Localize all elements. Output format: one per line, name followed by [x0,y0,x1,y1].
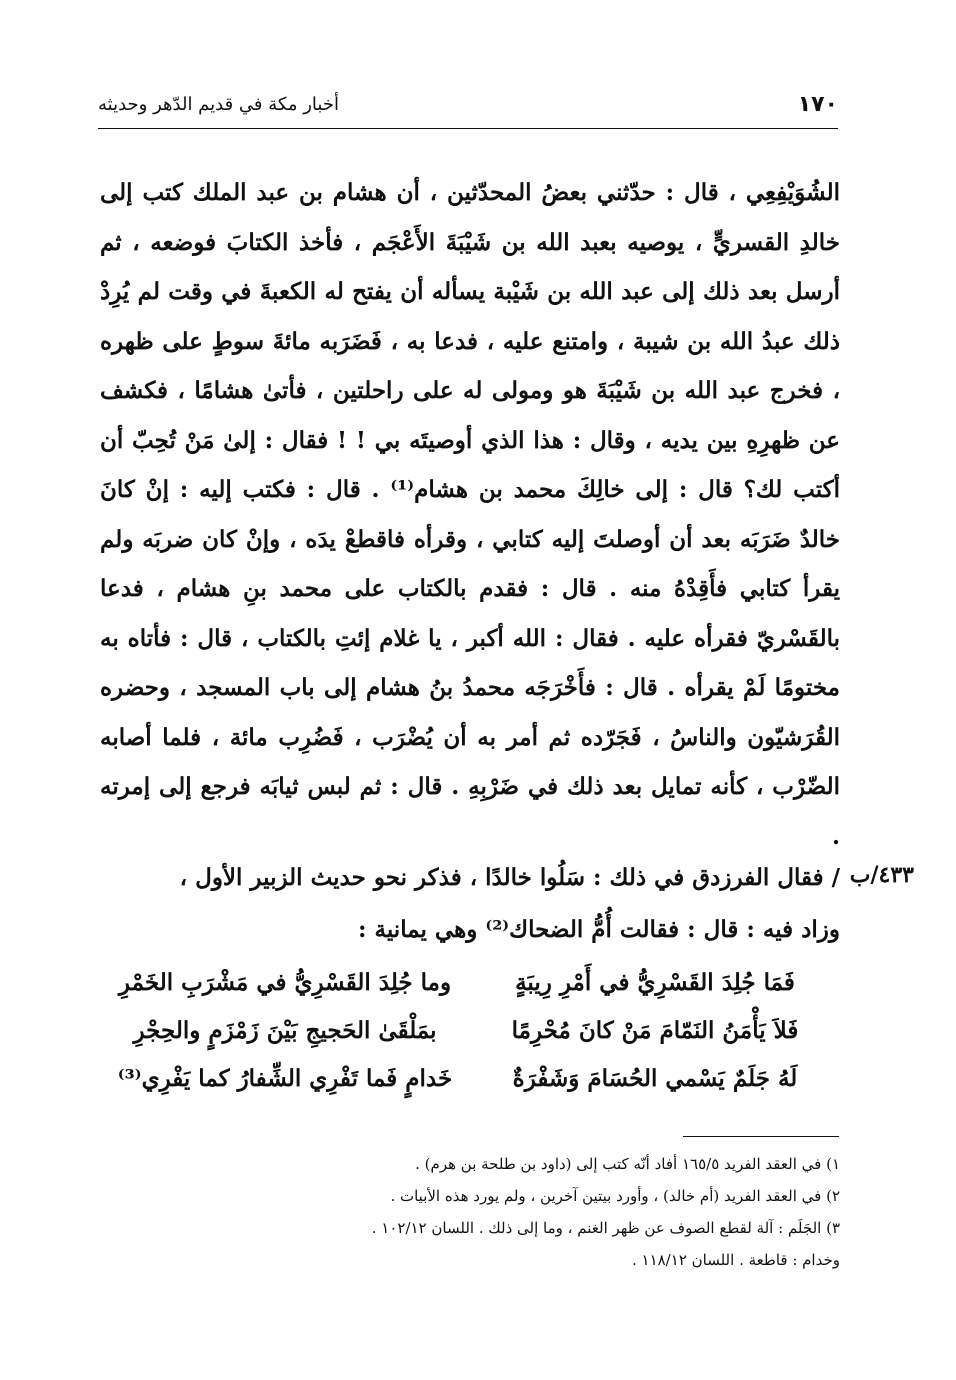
footnote-3: ٣) الجَلَم : آلة لقطع الصوف عن ظهر الغنم ، وما إلى ذلك . اللسان ١٠٢/١٢ . [371,1219,840,1237]
verse-second-hemistich: بمَلْقَىٰ الحَجيجِ بَيْنَ زَمْزَمٍ والحِجْرِ [133,1016,437,1044]
footnote-2: ٢) في العقد الفريد (أم خالد) ، وأورد بيتين آخرين ، ولم يورد هذه الأبيات . [390,1187,840,1205]
verse-row [100,958,840,1006]
body-paragraph: الشُوَيْفِعِي ، قال : حدّثني بعضُ المحدّثين ، أن هشام بن عبد الملك كتب إلى خالدِ القسريٍّ ، يوصيه بعبد الله بن شَيْبَةَ الأَعْجَم ، فأخذ الكتابَ فوضعه ، ثم أرسل بعد ذلك إلى عبد الله بن شَيْبة يسأله أن يفتح له الكعبةَ في وقت لم يُرِدْ ذلك عبدُ الله بن شيبة ، وامتنع عليه ، فدعا به ، فَضَرَبه مائةَ سوطٍ على ظهره ، فخرج عبد الله بن شَيْبَةَ هو ومولى له على راحلتين ، فأتىٰ هشامًا ، فكشف عن ظهرِهِ بين يديه ، وقال : هذا الذي أوصيتَه بي ! ! فقال : إلىٰ مَنْ تُحِبّ أن أكتب لك؟ قال : إلى خالِكَ محمد بن هشام⁽¹⁾ . قال : فكتب إليه : إنْ كانَ خالدٌ ضَرَبَه بعد أن أوصلتَ إليه كتابي ، وقرأه فاقطعْ يدَه ، وإنْ كان ضربَه ولم يقرأ كتابي فأَقِدْهُ منه . قال : فقدم بالكتاب على محمد بنِ هشام ، فدعا بالقَسْريّ فقرأه عليه . فقال : الله أكبر ، يا غلام إئتِ بالكتاب ، قال : فأتاه به مختومًا لَمْ يقرأه . قال : فأَخْرَجَه محمدُ بنُ هشام إلى باب المسجد ، وحضره القُرَشيّون والناسُ ، فَجَرّده ثم أمر به أن يُضْرَب ، فَضُرِب مائة ، فلما أصابه الضّرْب ، كأنه تمايل بعد ذلك في ضَرْبِهِ . قال : ثم لبس ثيابَه فرجع إلى إمرته . [100,179,840,850]
footnote-3-continued: وخدام : قاطعة . اللسان ١١٨/١٢ . [631,1251,840,1269]
verse-row [100,1006,840,1054]
poem-verses [100,958,840,1102]
verse-first-hemistich: فَلاَ يَأْمَنُ النَمّامَ مَنْ كانَ مُحْرِمًا [511,1016,799,1044]
verse-first-hemistich: فَمَا جُلِدَ القَسْرِيُّ في أَمْرِ رِيبَةٍ [515,968,795,996]
page-number: ١٧٠ [797,92,838,117]
running-title: أخبار مكة في قديم الدّهر وحديثه [98,94,339,115]
footnotes [100,1148,840,1276]
main-text [100,168,840,861]
verse-second-hemistich: خَدامٍ فَما تَفْرِي الشِّفارُ كما يَفْرِي⁽³⁾ [117,1064,453,1092]
continuation-text [100,852,840,956]
continuation-line-2: وزاد فيه : قال : فقالت أُمُّ الضحاك⁽²⁾ وهي يمانية : [358,916,840,943]
verse-first-hemistich: لَهُ جَلَمٌ يَسْمي الحُسَامَ وَشَفْرَةٌ [512,1064,798,1092]
footnote-divider [683,1136,839,1137]
page-header [98,88,838,129]
verse-second-hemistich: وما جُلِدَ القَسْرِيُّ في مَشْرَبِ الخَمْرِ [118,968,452,996]
verse-row [100,1054,840,1102]
continuation-line-1: / فقال الفرزدق في ذلك : سَلُوا خالدًا ، فذكر نحو حديث الزبير الأول ، [179,864,840,891]
manuscript-folio-reference: ٤٣٣/ب [849,862,914,888]
footnote-1: ١) في العقد الفريد ١٦٥/٥ أفاد أنّه كتب إلى (داود بن طلحة بن هرم) . [415,1155,840,1173]
